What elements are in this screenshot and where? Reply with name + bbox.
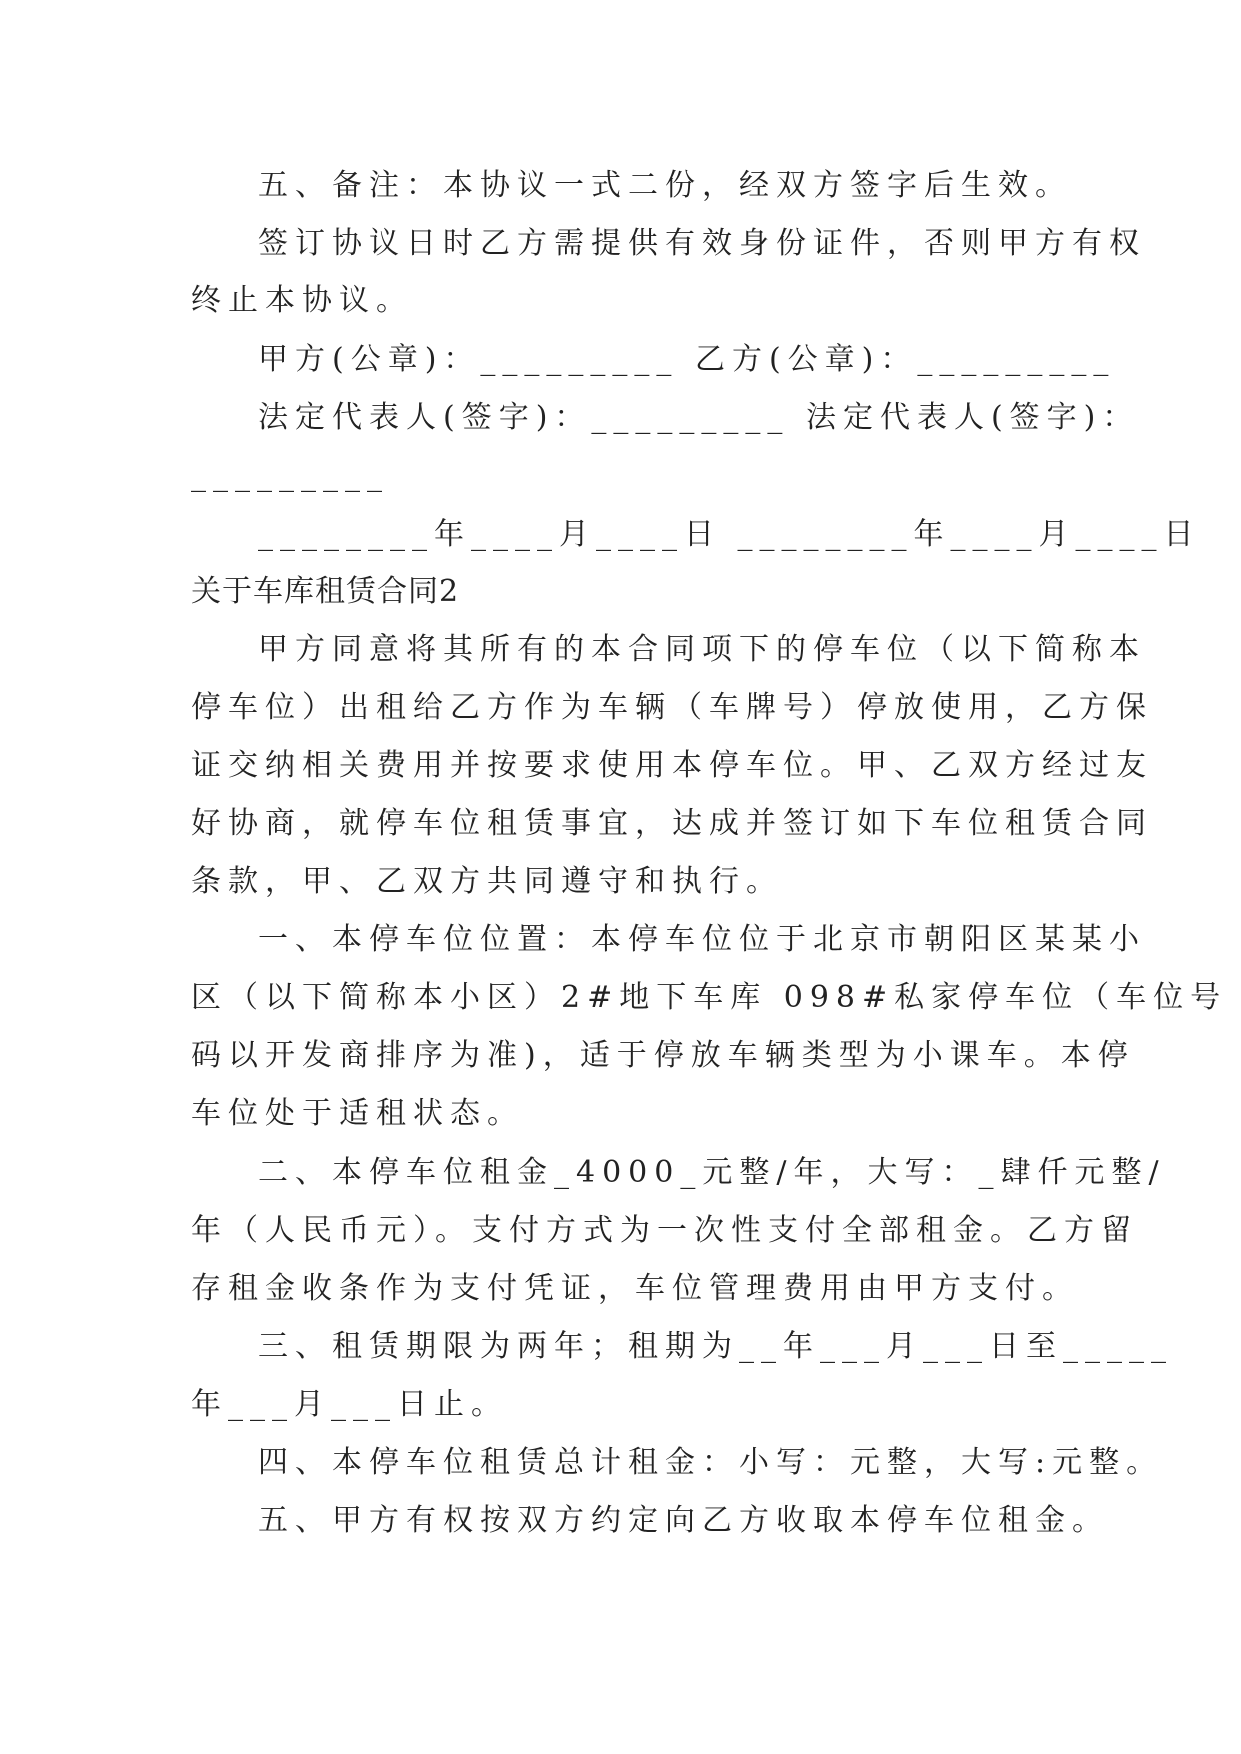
clause-five-rent-collection: 五、甲方有权按双方约定向乙方收取本停车位租金。 xyxy=(258,1503,1109,1538)
intro-paragraph-line-5: 条款，甲、乙双方共同遵守和执行。 xyxy=(191,864,783,899)
clause-four: 四、本停车位租赁总计租金：小写：元整，大写:元整。 xyxy=(258,1445,1164,1480)
clause-three-line-1: 三、租赁期限为两年；租期为__年___月___日至_____ xyxy=(258,1329,1173,1364)
intro-paragraph-line-1: 甲方同意将其所有的本合同项下的停车位（以下简称本 xyxy=(258,632,1146,667)
clause-one-line-2: 区（以下简称本小区）2#地下车库 098#私家停车位（车位号 xyxy=(191,980,1228,1015)
clause-two-line-1: 二、本停车位租金_4000_元整/年，大写：_肆仟元整/ xyxy=(258,1155,1166,1190)
clause-two-line-2: 年（人民币元）。支付方式为一次性支付全部租金。乙方留 xyxy=(191,1213,1138,1248)
clause-one-line-1: 一、本停车位位置：本停车位位于北京市朝阳区某某小 xyxy=(258,922,1146,957)
clause-three-line-2: 年___月___日止。 xyxy=(191,1387,508,1422)
intro-paragraph-line-2: 停车位）出租给乙方作为车辆（车牌号）停放使用，乙方保 xyxy=(191,690,1153,725)
section-title: 关于车库租赁合同2 xyxy=(191,574,460,609)
representative-signature-line: 法定代表人(签字)：_________ 法定代表人(签字)： xyxy=(258,400,1140,435)
clause-two-line-3: 存租金收条作为支付凭证，车位管理费用由甲方支付。 xyxy=(191,1271,1079,1306)
party-seal-line: 甲方(公章)：_________ 乙方(公章)：_________ xyxy=(258,342,1116,377)
clause-one-line-3: 码以开发商排序为准)，适于停放车辆类型为小课车。本停 xyxy=(191,1038,1135,1073)
signing-date-line: ________年____月____日 ________年____月____日 xyxy=(258,517,1201,552)
id-requirement-line-2: 终止本协议。 xyxy=(191,283,413,318)
intro-paragraph-line-4: 好协商，就停车位租赁事宜，达成并签订如下车位租赁合同 xyxy=(191,806,1153,841)
clause-one-line-4: 车位处于适租状态。 xyxy=(191,1096,524,1131)
id-requirement-line-1: 签订协议日时乙方需提供有效身份证件，否则甲方有权 xyxy=(258,226,1146,261)
clause-five-remarks: 五、备注：本协议一式二份，经双方签字后生效。 xyxy=(258,168,1072,203)
representative-signature-blank: _________ xyxy=(191,458,389,493)
intro-paragraph-line-3: 证交纳相关费用并按要求使用本停车位。甲、乙双方经过友 xyxy=(191,748,1153,783)
